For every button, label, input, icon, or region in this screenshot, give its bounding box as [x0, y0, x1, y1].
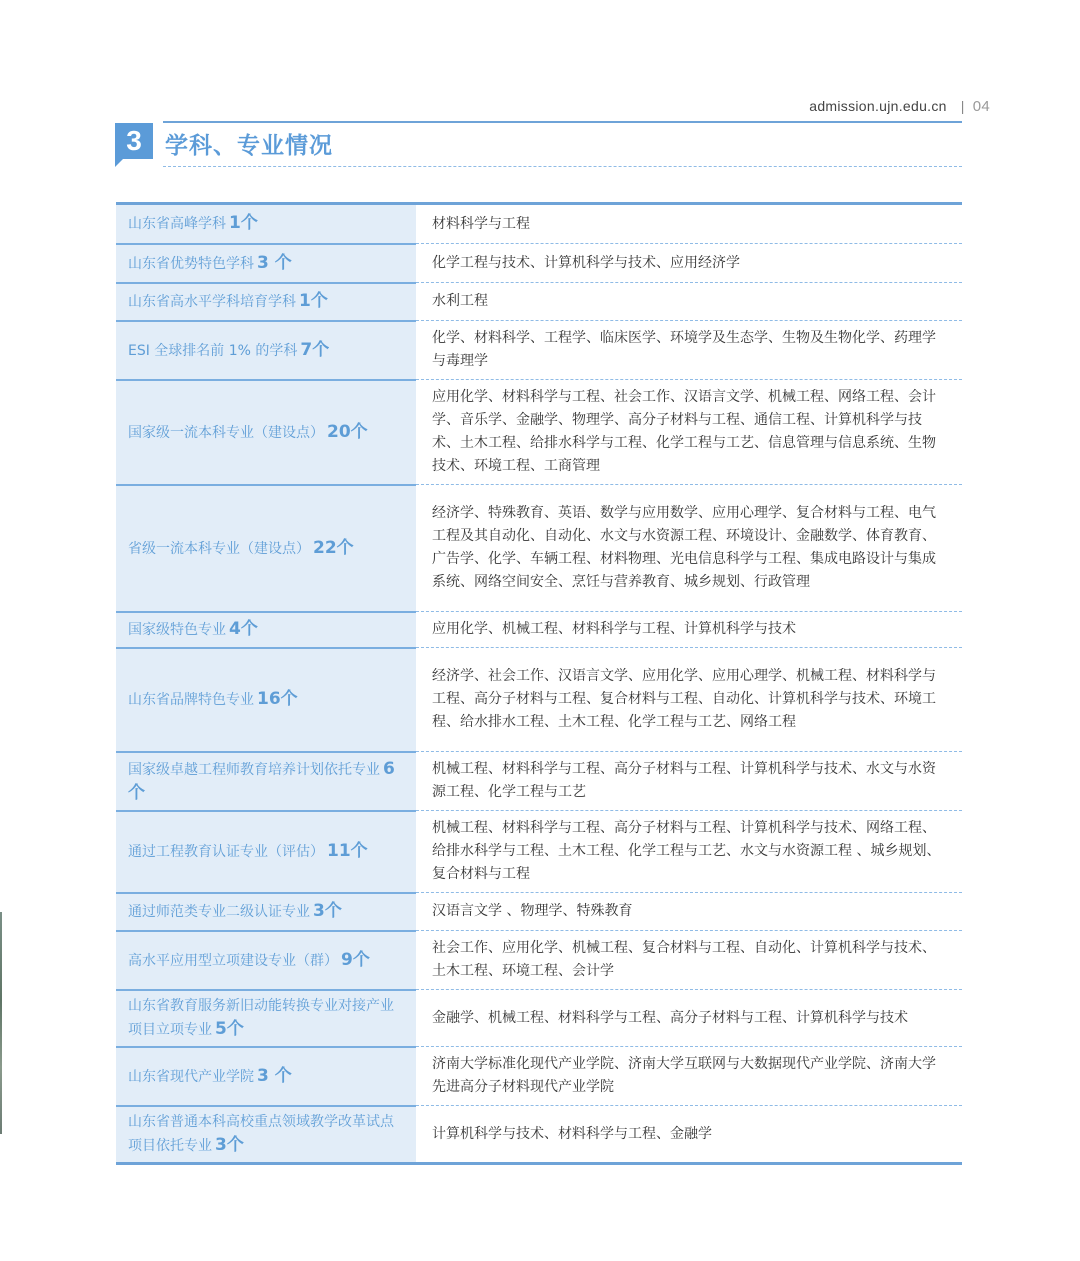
page-number: 04 [972, 98, 990, 115]
items-cell [416, 1046, 962, 1105]
category-cell [116, 282, 416, 320]
table-row [116, 243, 962, 282]
table-row [116, 611, 962, 647]
items-cell [416, 930, 962, 989]
table-row [116, 282, 962, 320]
table-row [116, 484, 962, 611]
items-text: 济南大学标准化现代产业学院、济南大学互联网与大数据现代产业学院、济南大学先进高分子材料现代产业学院 [432, 1056, 936, 1095]
table-row [116, 751, 962, 810]
items-text: 应用化学、机械工程、材料科学与工程、计算机科学与技术 [432, 621, 796, 637]
category-cell [116, 320, 416, 379]
category-count: 1个 [229, 213, 258, 233]
items-text: 水利工程 [432, 293, 488, 309]
category-count: 6个 [128, 758, 395, 803]
items-text: 化学工程与技术、计算机科学与技术、应用经济学 [432, 254, 740, 271]
items-text: 经济学、特殊教育、英语、数学与应用数学、应用心理学、复合材料与工程、电气工程及其自动化、自动化、水文与水资源工程、环境设计、金融数学、体育教育、广告学、化学、车辆工程、材料物理、光电信息科学与工程、集成电路设计与集成系统、网络空间安全、烹饪与营养教育、城乡规划、行政管理 [432, 505, 936, 590]
category-cell [116, 989, 416, 1046]
items-cell [416, 282, 962, 320]
items-text: 应用化学、材料科学与工程、社会工作、汉语言文学、机械工程、网络工程、会计学、音乐学、金融学、物理学、高分子材料与工程、通信工程、计算机科学与技术、土木工程、给排水科学与工程、化学工程与工艺、信息管理与信息系统、生物技术、环境工程、工商管理 [432, 389, 936, 474]
items-cell [416, 611, 962, 647]
category-cell [116, 379, 416, 484]
category-count: 1个 [299, 291, 328, 311]
items-text: 计算机科学与技术、材料科学与工程、金融学 [432, 1125, 712, 1142]
category-count: 5个 [215, 1019, 244, 1039]
page-header [809, 98, 990, 115]
category-count: 9个 [341, 949, 370, 970]
category-label: 省级一流本科专业（建设点） [128, 540, 310, 557]
table-row [116, 379, 962, 484]
category-count: 3个 [313, 901, 342, 921]
category-label: 国家级特色专业 [128, 622, 226, 638]
items-text: 机械工程、材料科学与工程、高分子材料与工程、计算机科学与技术、网络工程、给排水科学与工程、土木工程、化学工程与工艺、水文与水资源工程 、城乡规划、复合材料与工程 [432, 820, 941, 882]
category-label: 山东省优势特色学科 [128, 255, 254, 272]
items-cell [416, 484, 962, 611]
items-cell [416, 751, 962, 810]
disciplines-table [116, 202, 962, 1165]
table-row [116, 810, 962, 892]
items-cell [416, 320, 962, 379]
items-cell [416, 810, 962, 892]
category-label: 山东省高峰学科 [128, 216, 226, 232]
category-cell [116, 892, 416, 930]
items-cell [416, 379, 962, 484]
category-label: 山东省普通本科高校重点领域教学改革试点项目依托专业 [128, 1114, 394, 1154]
items-cell [416, 243, 962, 282]
header-separator: | [960, 98, 965, 114]
section-number-badge: 3 [115, 123, 153, 159]
category-count: 22个 [313, 537, 354, 558]
items-text: 经济学、社会工作、汉语言文学、应用化学、应用心理学、机械工程、材料科学与工程、高分子材料与工程、复合材料与工程、自动化、计算机科学与技术、环境工程、给水排水工程、土木工程、化学工程与工艺、网络工程 [432, 668, 936, 730]
items-text: 金融学、机械工程、材料科学与工程、高分子材料与工程、计算机科学与技术 [432, 1009, 908, 1026]
category-count: 7个 [300, 339, 330, 360]
category-cell [116, 484, 416, 611]
site-url: admission.ujn.edu.cn [809, 98, 947, 114]
category-label: 通过工程教育认证专业（评估） [128, 844, 324, 860]
section-heading [115, 121, 962, 167]
category-label: 通过师范类专业二级认证专业 [128, 904, 310, 920]
items-cell [416, 892, 962, 930]
category-cell [116, 205, 416, 243]
category-count: 20个 [327, 421, 368, 442]
items-text: 社会工作、应用化学、机械工程、复合材料与工程、自动化、计算机科学与技术、土木工程、环境工程、会计学 [432, 940, 936, 979]
table-row [116, 892, 962, 930]
table-row [116, 647, 962, 751]
category-count: 11个 [327, 841, 368, 861]
category-count: 4个 [229, 619, 258, 639]
table-row [116, 989, 962, 1046]
category-cell [116, 751, 416, 810]
category-count: 3个 [215, 1135, 244, 1155]
category-cell [116, 243, 416, 282]
category-cell [116, 1105, 416, 1162]
items-cell [416, 1105, 962, 1162]
section-title: 学科、专业情况 [165, 133, 333, 159]
category-label: 国家级卓越工程师教育培养计划依托专业 [128, 761, 380, 778]
category-count: 3 个 [257, 1065, 292, 1086]
items-cell [416, 205, 962, 243]
category-cell [116, 611, 416, 647]
category-label: 山东省现代产业学院 [128, 1068, 254, 1085]
category-cell [116, 647, 416, 751]
category-label: 国家级一流本科专业（建设点） [128, 424, 324, 441]
page-edge-strip [0, 912, 2, 1134]
category-label: 山东省高水平学科培育学科 [128, 294, 296, 310]
table-row [116, 1046, 962, 1105]
category-label: 山东省品牌特色专业 [128, 692, 254, 708]
items-text: 材料科学与工程 [432, 215, 530, 232]
items-text: 化学、材料科学、工程学、临床医学、环境学及生态学、生物及生物化学、药理学与毒理学 [432, 330, 936, 369]
items-cell [416, 647, 962, 751]
category-label: 山东省教育服务新旧动能转换专业对接产业项目立项专业 [128, 998, 394, 1038]
category-label: ESI 全球排名前 1% 的学科 [128, 342, 298, 359]
category-count: 3 个 [257, 252, 292, 273]
items-text: 汉语言文学 、物理学、特殊教育 [432, 903, 633, 919]
heading-top-rule [163, 121, 962, 123]
items-cell [416, 989, 962, 1046]
heading-bottom-rule [163, 166, 962, 167]
items-text: 机械工程、材料科学与工程、高分子材料与工程、计算机科学与技术、水文与水资源工程、化学工程与工艺 [432, 761, 936, 800]
category-label: 高水平应用型立项建设专业（群） [128, 952, 338, 969]
category-cell [116, 930, 416, 989]
category-count: 16个 [257, 689, 298, 709]
category-cell [116, 1046, 416, 1105]
table-row [116, 1105, 962, 1162]
table-row [116, 320, 962, 379]
category-cell [116, 810, 416, 892]
table-row [116, 930, 962, 989]
table-row [116, 205, 962, 243]
